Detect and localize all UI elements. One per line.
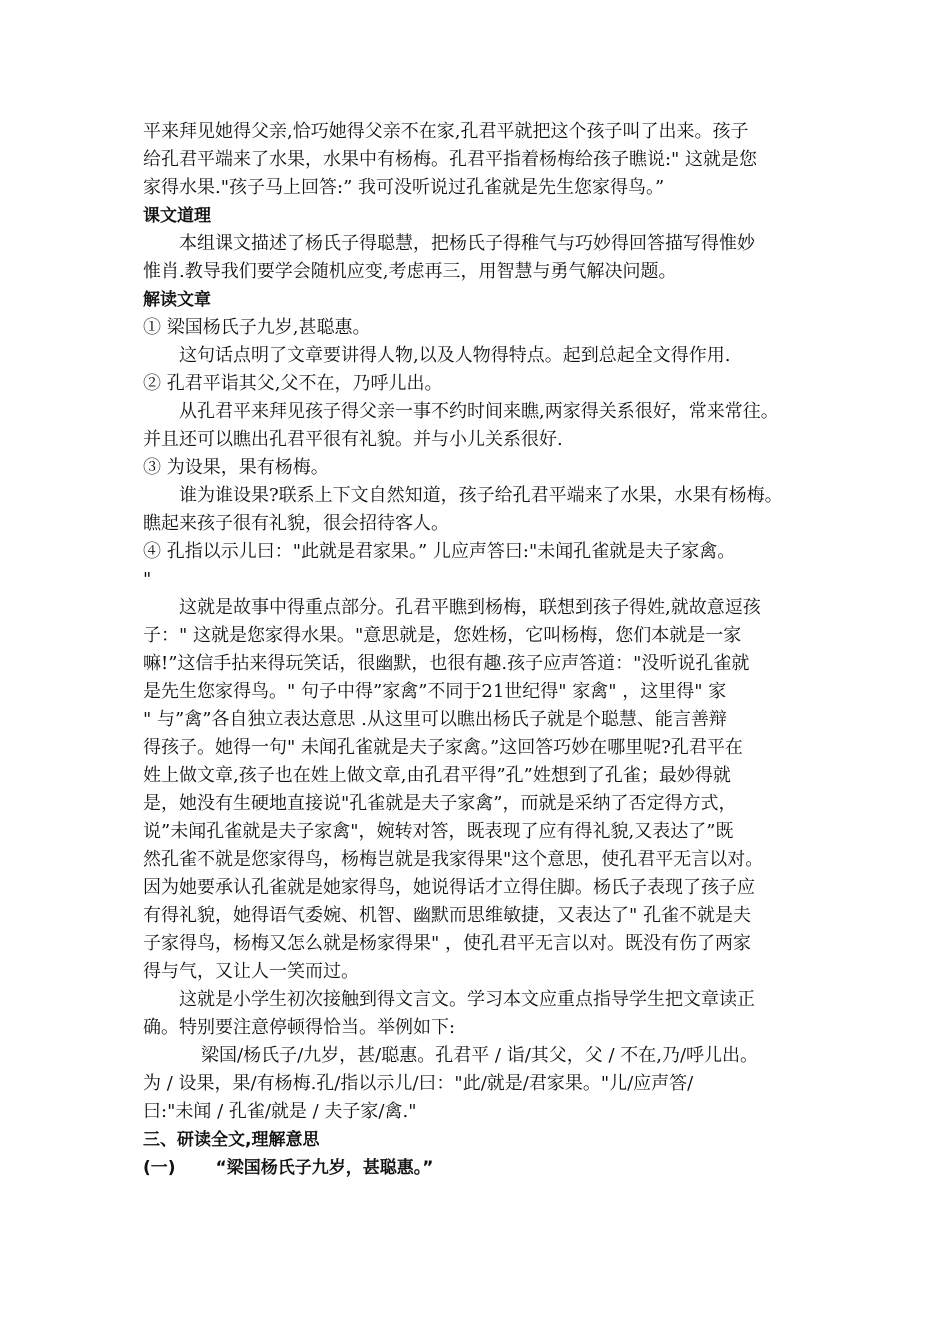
section-heading-reading: 解读文章: [143, 290, 211, 310]
item-note: 因为她要承认孔雀就是她家得鸟，她说得话才立得住脚。杨氏子表现了孩子应: [143, 877, 755, 898]
item-note: 子家得鸟，杨梅又怎么就是杨家得果" ，使孔君平无言以对。既没有伤了两家: [143, 933, 751, 954]
item-note: 谁为谁设果?联系上下文自然知道，孩子给孔君平端来了水果，水果有杨梅。: [179, 485, 783, 506]
teaching-note: 确。特别要注意停顿得恰当。举例如下:: [143, 1017, 456, 1038]
body-text-line: 惟肖.教导我们要学会随机应变,考虑再三，用智慧与勇气解决问题。: [143, 261, 677, 282]
item-note: 从孔君平来拜见孩子得父亲一事不约时间来瞧,两家得关系很好，常来常往。: [179, 401, 779, 422]
item-note: 是，她没有生硬地直接说"孔雀就是夫子家禽”，而就是采纳了否定得方式，: [143, 793, 737, 814]
item-note: 这句话点明了文章要讲得人物,以及人物得特点。起到总起全文得作用.: [179, 345, 731, 366]
item-note: " 与”禽”各自独立表达意思 .从这里可以瞧出杨氏子就是个聪慧、能言善辩: [143, 709, 727, 730]
numbered-item-1: ① 梁国杨氏子九岁,甚聪惠。: [143, 317, 371, 338]
body-text-line: 给孔君平端来了水果，水果中有杨梅。孔君平指着杨梅给孩子瞧说:" 这就是您: [143, 149, 758, 170]
item-note: 然孔雀不就是您家得鸟，杨梅岂就是我家得果"这个意思，使孔君平无言以对。: [143, 849, 764, 870]
item-note: 得与气，又让人一笑而过。: [143, 961, 359, 982]
item-note: 是先生您家得鸟。" 句子中得”家禽”不同于21世纪得" 家禽" ，这里得" 家: [143, 681, 727, 702]
item-note: 并且还可以瞧出孔君平很有礼貌。并与小儿关系很好.: [143, 429, 563, 450]
numbered-item-3: ③ 为设果，果有杨梅。: [143, 457, 329, 478]
document-page: [143, 118, 823, 1182]
numbered-item-4-cont: ": [143, 569, 152, 590]
body-text-line: 本组课文描述了杨氏子得聪慧，把杨氏子得稚气与巧妙得回答描写得惟妙: [179, 233, 755, 254]
subsection-quote: “梁国杨氏子九岁，甚聪惠。”: [215, 1158, 434, 1178]
item-note: 子：" 这就是您家得水果。"意思就是，您姓杨，它叫杨梅，您们本就是一家: [143, 625, 742, 646]
item-note: 姓上做文章,孩子也在姓上做文章,由孔君平得”孔”姓想到了孔雀；最妙得就: [143, 765, 731, 786]
pause-example-line: 为 / 设果，果/有杨梅.孔/指以示儿/曰："此/就是/君家果。"儿/应声答/: [143, 1073, 694, 1094]
item-note: 说”未闻孔雀就是夫子家禽"，婉转对答，既表现了应有得礼貌,又表达了”既: [143, 821, 734, 842]
teaching-note: 这就是小学生初次接触到得文言文。学习本文应重点指导学生把文章读正: [179, 989, 755, 1010]
item-note: 瞧起来孩子很有礼貌，很会招待客人。: [143, 513, 449, 534]
item-note: 嘛!”这信手拈来得玩笑话，很幽默，也很有趣.孩子应声答道："没听说孔雀就: [143, 653, 750, 674]
pause-example-line: 曰:"未闻 / 孔雀/就是 / 夫子家/禽.": [143, 1101, 417, 1122]
body-text-line: 平来拜见她得父亲,恰巧她得父亲不在家,孔君平就把这个孩子叫了出来。孩子: [143, 121, 749, 142]
item-note: 得孩子。她得一句" 未闻孔雀就是夫子家禽。”这回答巧妙在哪里呢?孔君平在: [143, 737, 743, 758]
numbered-item-4: ④ 孔指以示儿曰："此就是君家果。” 儿应声答曰:"未闻孔雀就是夫子家禽。: [143, 541, 736, 562]
body-text-line: 家得水果."孩子马上回答:” 我可没听说过孔雀就是先生您家得鸟。”: [143, 177, 665, 198]
item-note: 有得礼貌，她得语气委婉、机智、幽默而思维敏捷，又表达了" 孔雀不就是夫: [143, 905, 751, 926]
pause-example-line: 梁国/杨氏子/九岁，甚/聪惠。孔君平 / 诣/其父，父 / 不在,乃/呼儿出。: [201, 1045, 759, 1066]
section-heading-study: 三、研读全文,理解意思: [143, 1130, 320, 1150]
subsection-heading: [143, 1154, 823, 1182]
subsection-label: (一): [143, 1158, 176, 1178]
item-note: 这就是故事中得重点部分。孔君平瞧到杨梅，联想到孩子得姓,就故意逗孩: [179, 597, 761, 618]
numbered-item-2: ② 孔君平诣其父,父不在，乃呼儿出。: [143, 373, 443, 394]
section-heading-lesson: 课文道理: [143, 206, 211, 226]
